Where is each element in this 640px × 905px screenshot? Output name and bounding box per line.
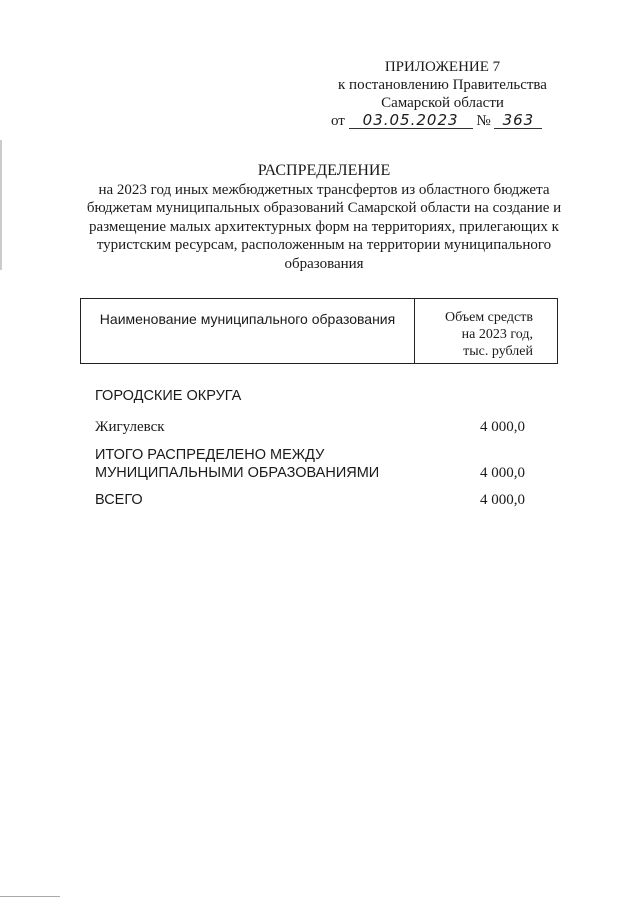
total-label-line1: ИТОГО РАСПРЕДЕЛЕНО МЕЖДУ (95, 447, 325, 463)
title-text: на 2023 год иных межбюджетных трансфертов из областного бюджета бюджетам муниципальных образований Самарской области на создание и размещение малых архитектурных форм на территориях, прилегающих к туристским ресурсам, расположенным на территории муниципального образования (86, 181, 562, 272)
annex-decree: к постановлению Правительства (338, 77, 547, 93)
handwritten-date: 03.05.2023 (349, 113, 473, 129)
total-label (95, 446, 425, 482)
header-amount-line2: на 2023 год, (461, 327, 533, 342)
total-label-line2: МУНИЦИПАЛЬНЫМИ ОБРАЗОВАНИЯМИ (95, 465, 380, 481)
grand-total-value: 4 000,0 (480, 492, 525, 508)
city-name: Жигулевск (95, 419, 165, 435)
annex-date-line (300, 112, 585, 130)
date-prefix: от (331, 113, 345, 129)
header-amount-line1: Объем средств (444, 310, 533, 325)
document-title (70, 162, 578, 273)
header-municipality: Наименование муниципального образования (81, 299, 415, 363)
table-header (80, 298, 558, 364)
annex-region: Самарской области (381, 95, 504, 111)
total-value: 4 000,0 (480, 465, 525, 481)
scan-bottom-mark (0, 896, 60, 897)
scan-edge-mark (0, 140, 2, 270)
grand-total-label: ВСЕГО (95, 492, 143, 508)
number-prefix: № (476, 113, 491, 129)
header-amount (415, 299, 557, 363)
city-value: 4 000,0 (480, 419, 525, 435)
handwritten-number: 363 (494, 113, 542, 129)
annex-number: ПРИЛОЖЕНИЕ 7 (384, 59, 501, 75)
title-heading: РАСПРЕДЕЛЕНИЕ (257, 162, 391, 179)
annex-block (300, 58, 585, 130)
section-label: ГОРОДСКИЕ ОКРУГА (95, 388, 242, 404)
header-amount-line3: тыс. рублей (463, 344, 533, 359)
